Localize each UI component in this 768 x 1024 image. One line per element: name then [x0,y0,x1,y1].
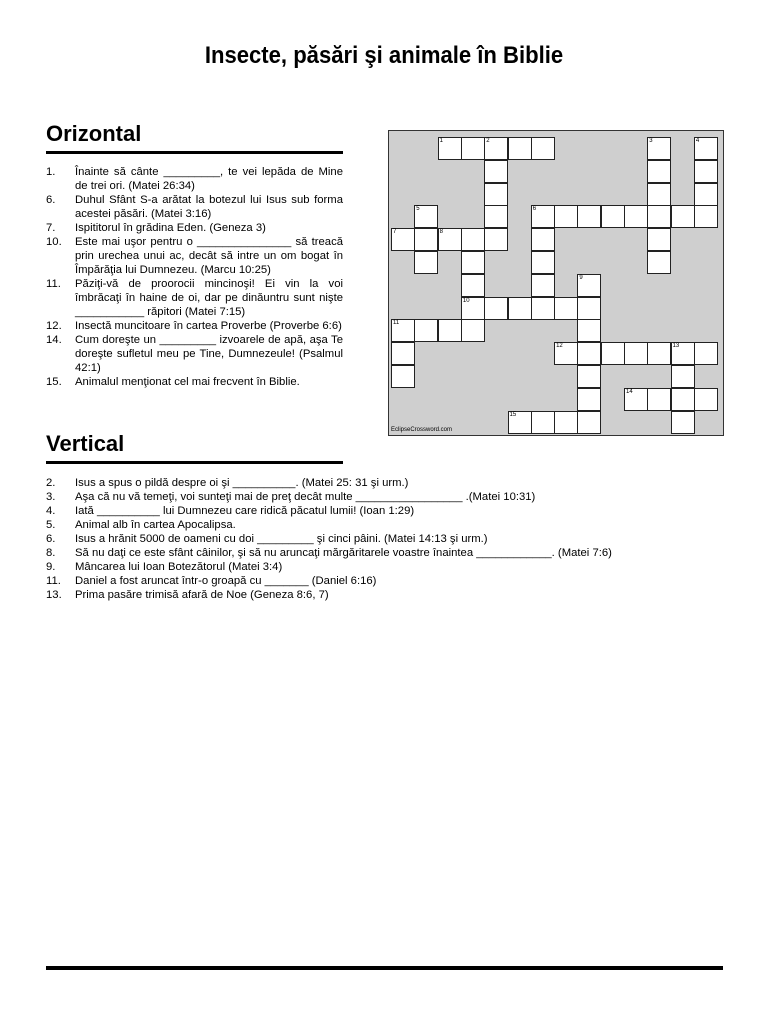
clue-number: 14. [46,334,62,346]
clue-item [46,235,343,277]
grid-cell [647,388,671,411]
grid-number: 5 [416,206,420,213]
clue-number: 11. [46,575,61,587]
across-heading: Orizontal [46,121,343,154]
grid-cell [694,183,718,206]
grid-number: 1 [439,138,443,144]
grid-cell [577,297,601,320]
grid-cell [694,137,718,160]
clue-item [46,193,343,221]
grid-cell [624,205,648,228]
grid-cell [531,228,555,251]
clue-text: Cum doreşte un _________ izvoarele de apă, aşa Te doreşte sufletul meu pe Tine, Dumnezeule! (Psalmul 42:1) [75,334,343,374]
grid-cell [531,274,555,297]
grid-cell [647,228,671,251]
grid-cell [461,137,485,160]
grid-number: 11 [393,320,400,327]
grid-cell [647,137,671,160]
grid-cell [461,297,485,320]
grid-cell [577,319,601,342]
grid-cell [461,319,485,342]
page-title: Insecte, păsări şi animale în Biblie [204,42,564,69]
clue-number: 3. [46,491,56,503]
grid-cell [508,297,532,320]
grid-number: 14 [626,388,633,395]
grid-cell [554,342,578,365]
grid-cell [624,342,648,365]
clue-item [46,588,726,602]
down-heading: Vertical [46,431,343,464]
grid-cell [461,228,485,251]
grid-number: 4 [695,138,700,144]
grid-number: 8 [439,229,443,236]
grid-cell [391,342,415,365]
grid-number: 10 [462,297,470,304]
grid-cell [694,205,718,228]
clue-item [46,221,343,235]
clue-item [46,165,343,193]
grid-number: 9 [579,274,583,281]
clue-item [46,546,726,560]
down-clue-list [46,476,726,602]
grid-cell [694,342,718,365]
grid-cell [508,411,532,434]
grid-cell [484,137,508,160]
clue-number: 10. [46,236,62,248]
clue-text: Să nu daţi ce este sfânt câinilor, şi să nu aruncaţi mărgăritarele voastre înaintea ____________. (Matei 7:6) [75,547,612,559]
grid-number: 7 [393,229,397,236]
grid-number: 12 [556,343,563,350]
clue-number: 2. [46,477,56,489]
grid-cell [461,274,485,297]
grid-number: 3 [649,138,653,144]
clue-item [46,532,726,546]
grid-cell [484,297,508,320]
grid-cell [694,388,718,411]
grid-cell [577,342,601,365]
clue-number: 12. [46,320,62,332]
clue-text: Prima pasăre trimisă afară de Noe (Geneza 8:6, 7) [75,589,329,601]
grid-number: 15 [509,411,517,418]
clue-text: Duhul Sfânt S-a arătat la botezul lui Isus sub forma acestei păsări. (Matei 3:16) [75,194,343,220]
grid-cell [624,388,648,411]
grid-cell [577,388,601,411]
clue-item [46,319,343,333]
grid-cell [601,342,625,365]
grid-cell [647,251,671,274]
clue-item [46,560,726,574]
grid-cell [647,205,671,228]
grid-cell [647,160,671,183]
grid-cell [577,274,601,297]
clue-item [46,504,726,518]
grid-cell [391,228,415,251]
clue-number: 11. [46,278,61,290]
clue-text: Aşa că nu vă temeţi, voi sunteţi mai de preţ decât multe _________________ .(Matei 10:31) [75,491,536,503]
grid-cell [484,160,508,183]
clue-item [46,490,726,504]
clue-text: Înainte să cânte _________, te vei lepăda de Mine de trei ori. (Matei 26:34) [75,166,343,192]
clue-text: Daniel a fost aruncat într-o groapă cu _______ (Daniel 6:16) [75,575,377,587]
grid-cell [414,228,438,251]
clue-item [46,518,726,532]
clue-text: Iată __________ lui Dumnezeu care ridică păcatul lumii! (Ioan 1:29) [75,505,415,517]
grid-cell [484,228,508,251]
grid-cell [671,365,695,388]
clue-text: Mâncarea lui Ioan Botezătorul (Matei 3:4) [75,561,283,573]
clue-text: Animal alb în cartea Apocalipsa. [75,519,236,531]
grid-cell [438,228,462,251]
clue-text: Insectă muncitoare în cartea Proverbe (Proverbe 6:6) [75,320,342,332]
clue-item [46,476,726,490]
grid-cell [531,137,555,160]
grid-cell [484,205,508,228]
clue-number: 13. [46,589,62,601]
grid-cell [554,297,578,320]
grid-cell [694,160,718,183]
crossword-grid [388,130,724,436]
clue-number: 9. [46,561,56,573]
clue-item [46,574,726,588]
grid-cell [671,388,695,411]
grid-cell [414,319,438,342]
grid-cell [531,297,555,320]
grid-cell [391,365,415,388]
grid-cell [671,205,695,228]
grid-cell [577,205,601,228]
grid-cell [484,183,508,206]
clue-item [46,277,343,319]
clue-number: 7. [46,222,56,234]
grid-number: 2 [486,138,490,144]
clue-number: 8. [46,547,56,559]
clue-number: 6. [46,194,56,206]
grid-cell [601,205,625,228]
grid-cell [461,251,485,274]
clue-number: 15. [46,376,62,388]
clue-item [46,375,343,389]
clue-text: Animalul menţionat cel mai frecvent în Biblie. [75,376,300,388]
clue-item [46,333,343,375]
grid-cell [531,411,555,434]
grid-cell [554,411,578,434]
footer-rule [46,966,723,970]
grid-cell [671,411,695,434]
clue-number: 4. [46,505,56,517]
grid-cell [531,205,555,228]
grid-cell [438,137,462,160]
clue-number: 1. [46,166,56,178]
clue-text: Isus a hrănit 5000 de oameni cu doi _________ şi cinci pâini. (Matei 14:13 şi urm.) [75,533,488,545]
across-clue-list [46,165,343,389]
grid-cell [577,411,601,434]
grid-number: 6 [532,206,537,213]
grid-number: 13 [672,343,680,350]
grid-cell [391,319,415,342]
grid-cell [531,251,555,274]
clue-text: Păziţi-vă de proorocii mincinoşi! Ei vin la voi îmbrăcaţi în haine de oi, dar pe dinăuntru sunt nişte ___________ răpitori (Matei 7:15) [75,278,343,318]
grid-cell [554,205,578,228]
clue-number: 5. [46,519,56,531]
grid-cell [577,365,601,388]
watermark-text: EclipseCrossword.com [391,427,453,433]
grid-cell [438,319,462,342]
grid-cell [647,342,671,365]
clue-number: 6. [46,533,56,545]
grid-cell [647,183,671,206]
grid-cell [414,205,438,228]
grid-cell [671,342,695,365]
clue-text: Ispititorul în grădina Eden. (Geneza 3) [75,222,266,234]
clue-text: Este mai uşor pentru o _______________ să treacă prin urechea unui ac, decât să intre un om bogat în Împărăţia lui Dumnezeu. (Marcu 10:25) [75,236,343,276]
grid-cell [508,137,532,160]
grid-cell [414,251,438,274]
clue-text: Isus a spus o pildă despre oi şi __________. (Matei 25: 31 şi urm.) [75,477,409,489]
